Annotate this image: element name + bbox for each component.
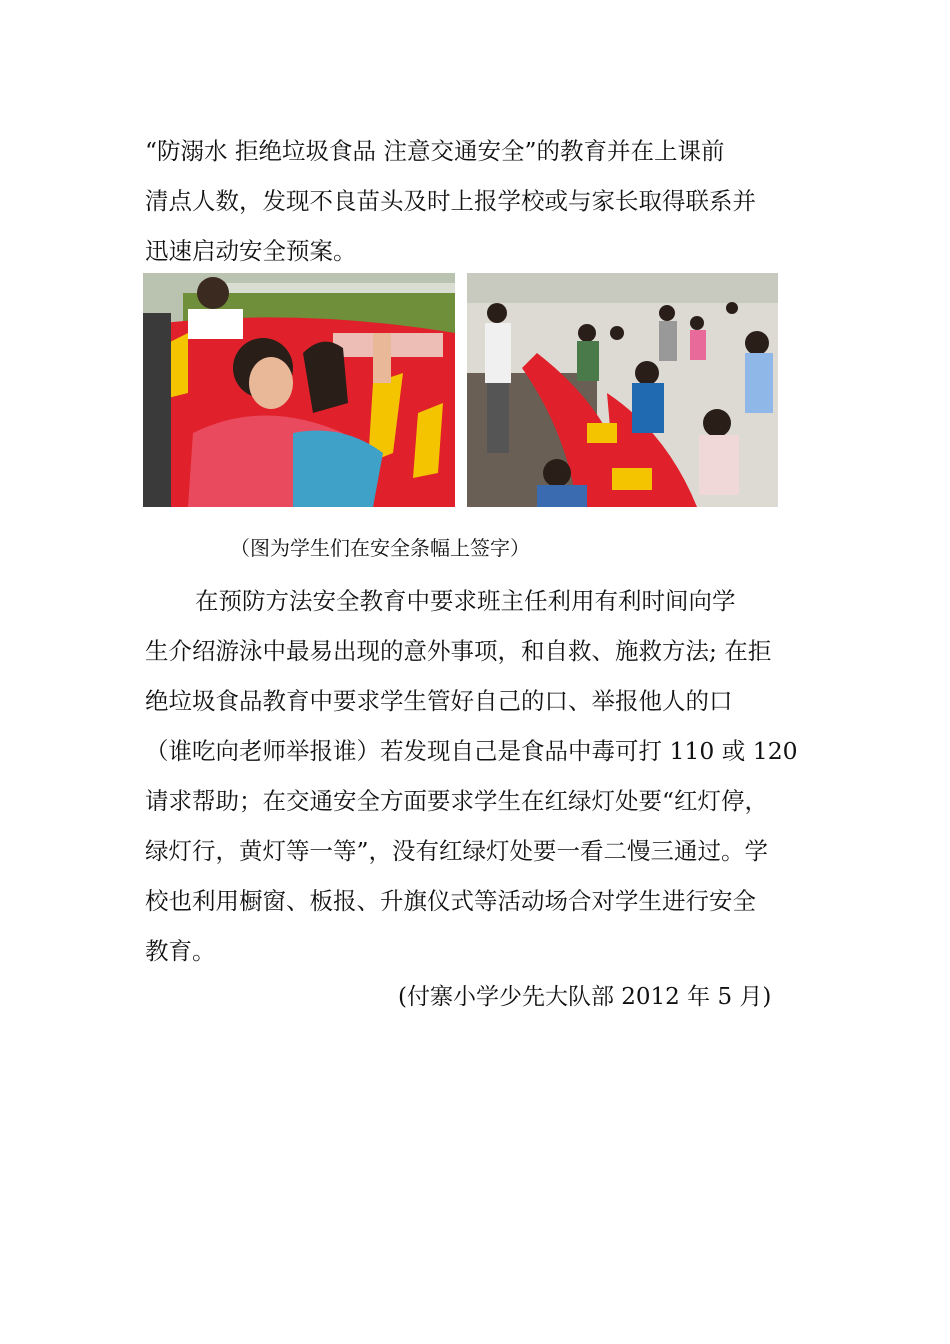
paragraph-1 <box>145 126 825 276</box>
photo-students-crowd-banner <box>467 273 778 507</box>
paragraph-line: 清点人数，发现不良苗头及时上报学校或与家长取得联系并 <box>145 187 756 215</box>
paragraph-line: 生介绍游泳中最易出现的意外事项，和自救、施救方法; 在拒 <box>145 637 772 665</box>
paragraph-line: 教育。 <box>145 937 216 965</box>
photo-students-signing-banner <box>143 273 455 507</box>
paragraph-line: 在预防方法安全教育中要求班主任利用有利时间向学 <box>195 587 736 615</box>
paragraph-line: （谁吃向老师举报谁）若发现自己是食品中毒可打 110 或 120 <box>145 737 798 765</box>
paragraph-line: 校也利用橱窗、板报、升旗仪式等活动场合对学生进行安全 <box>145 887 756 915</box>
paragraph-2 <box>145 576 825 976</box>
paragraph-line: 迅速启动安全预案。 <box>145 237 357 265</box>
paragraph-line: 请求帮助；在交通安全方面要求学生在红绿灯处要“红灯停， <box>145 787 769 815</box>
paragraph-line: 绝垃圾食品教育中要求学生管好自己的口、举报他人的口 <box>145 687 733 715</box>
signature-line: (付寨小学少先大队部 2012 年 5 月) <box>398 984 772 1010</box>
photo-caption: （图为学生们在安全条幅上签字） <box>230 536 530 560</box>
paragraph-line: 绿灯行，黄灯等一等”，没有红绿灯处要一看二慢三通过。学 <box>145 837 769 865</box>
paragraph-line: “防溺水 拒绝垃圾食品 注意交通安全”的教育并在上课前 <box>145 137 725 165</box>
